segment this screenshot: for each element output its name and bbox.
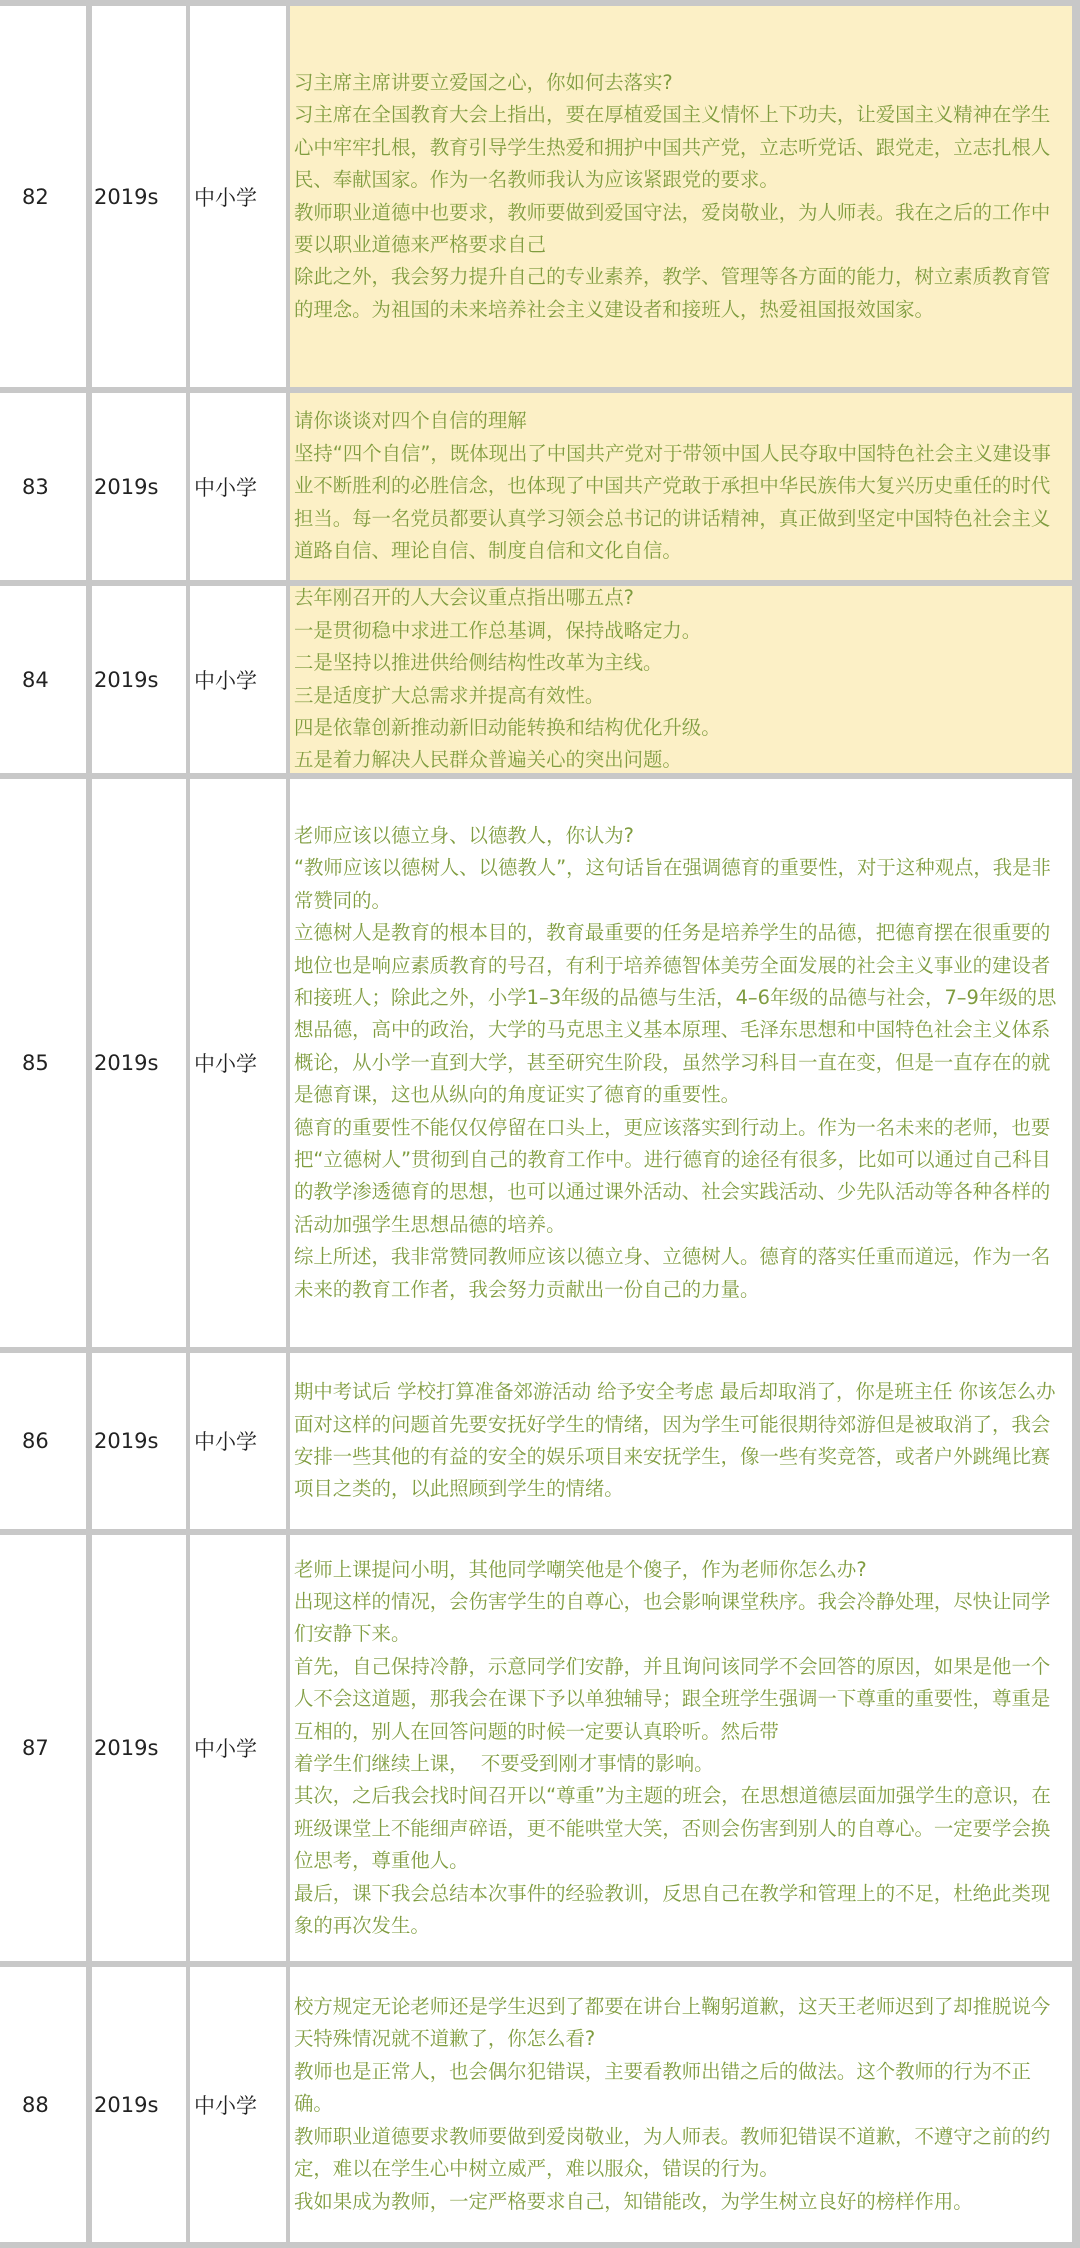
question-number: 82 <box>0 6 86 387</box>
answer-paragraph: 综上所述，我非常赞同教师应该以德立身、立德树人。德育的落实任重而道远，作为一名未来的教育工作者，我会努力贡献出一份自己的力量。 <box>294 1245 1051 1301</box>
table-row <box>0 1353 1080 1529</box>
question-number: 84 <box>0 586 86 773</box>
question-answer-cell <box>290 6 1072 387</box>
answer-paragraph: 立德树人是教育的根本目的，教育最重要的任务是培养学生的品德，把德育摆在很重要的地位也是响应素质教育的号召，有利于培养德智体美劳全面发展的社会主义事业的建设者和接班人；除此之外，小学1–3年级的品德与生活，4–6年级的品德与社会，7–9年级的思想品德，高中的政治，大学的马克思主义基本原理、毛泽东思想和中国特色社会主义体系概论，从小学一直到大学，甚至研究生阶段，虽然学习科目一直在变，但是一直存在的就是德育课，这也从纵向的角度证实了德育的重要性。 <box>294 921 1057 1107</box>
table-row <box>0 6 1080 387</box>
answer-paragraph: 面对这样的问题首先要安抚好学生的情绪，因为学生可能很期待郊游但是被取消了，我会安排一些其他的有益的安全的娱乐项目来安抚学生，像一些有奖竞答，或者户外跳绳比赛项目之类的，以此照顾到学生的情绪。 <box>294 1412 1051 1501</box>
question-number: 86 <box>0 1353 86 1529</box>
answer-paragraph: 四是依靠创新推动新旧动能转换和结构优化升级。 <box>294 715 721 739</box>
table-row <box>0 779 1080 1347</box>
table-row <box>0 1535 1080 1961</box>
answer-paragraph: 教师职业道德中也要求，教师要做到爱国守法，爱岗敬业，为人师表。我在之后的工作中要以职业道德来严格要求自己 <box>294 200 1051 256</box>
answer-paragraph: “教师应该以德树人、以德教人”，这句话旨在强调德育的重要性，对于这种观点，我是非常赞同的。 <box>294 856 1051 912</box>
answer-paragraph: 五是着力解决人民群众普遍关心的突出问题。 <box>294 748 682 772</box>
answer-paragraph: 德育的重要性不能仅仅停留在口头上，更应该落实到行动上。作为一名未来的老师，也要把“立德树人”贯彻到自己的教育工作中。进行德育的途径有很多，比如可以通过自己科目的教学渗透德育的思想，也可以通过课外活动、社会实践活动、少先队活动等各种各样的活动加强学生思想品德的培养。 <box>294 1115 1051 1236</box>
question-answer-cell <box>290 1353 1072 1529</box>
question-number: 83 <box>0 393 86 580</box>
level-cell: 中小学 <box>190 586 286 773</box>
answer-paragraph: 教师也是正常人，也会偶尔犯错误，主要看教师出错之后的做法。这个教师的行为不正确。 <box>294 2059 1031 2116</box>
answer-paragraph: 坚持“四个自信”，既体现出了中国共产党对于带领中国人民夺取中国特色社会主义建设事业不断胜利的必胜信念，也体现了中国共产党敢于承担中华民族伟大复兴历史重任的时代担当。每一名党员都要认真学习领会总书记的讲话精神，真正做到坚定中国特色社会主义道路自信、理论自信、制度自信和文化自信。 <box>294 441 1051 563</box>
answer-paragraph: 除此之外，我会努力提升自己的专业素养，教学、管理等各方面的能力，树立素质教育管的理念。为祖国的未来培养社会主义建设者和接班人，热爱祖国报效国家。 <box>294 265 1051 321</box>
level-cell: 中小学 <box>190 1353 286 1529</box>
year-cell: 2019s <box>92 779 186 1347</box>
question-answer-cell <box>290 779 1072 1347</box>
question-text: 去年刚召开的人大会议重点指出哪五点? <box>294 586 634 610</box>
question-text: 习主席主席讲要立爱国之心，你如何去落实? <box>294 70 673 94</box>
year-cell: 2019s <box>92 1353 186 1529</box>
year-cell: 2019s <box>92 1967 186 2242</box>
question-number: 88 <box>0 1967 86 2242</box>
question-text: 老师上课提问小明，其他同学嘲笑他是个傻子，作为老师你怎么办? <box>294 1557 867 1581</box>
level-cell: 中小学 <box>190 1967 286 2242</box>
answer-paragraph: 一是贯彻稳中求进工作总基调，保持战略定力。 <box>294 618 702 642</box>
table-row <box>0 1967 1080 2242</box>
question-text: 校方规定无论老师还是学生迟到了都要在讲台上鞠躬道歉，这天王老师迟到了却推脱说今天特殊情况就不道歉了，你怎么看? <box>294 1995 1051 2051</box>
answer-paragraph: 三是适度扩大总需求并提高有效性。 <box>294 683 605 707</box>
question-text: 请你谈谈对四个自信的理解 <box>294 409 527 433</box>
level-cell: 中小学 <box>190 1535 286 1961</box>
answer-paragraph: 最后，课下我会总结本次事件的经验教训，反思自己在教学和管理上的不足，杜绝此类现象的再次发生。 <box>294 1881 1051 1938</box>
year-cell: 2019s <box>92 1535 186 1961</box>
question-answer-cell <box>290 1535 1072 1961</box>
question-answer-cell <box>290 586 1072 773</box>
question-number: 85 <box>0 779 86 1347</box>
answer-paragraph: 着学生们继续上课， 不要受到刚才事情的影响。 <box>294 1752 714 1775</box>
question-number: 87 <box>0 1535 86 1961</box>
year-cell: 2019s <box>92 586 186 773</box>
question-text: 期中考试后 学校打算准备郊游活动 给予安全考虑 最后却取消了，你是班主任 你该怎么办 <box>294 1380 1056 1404</box>
answer-paragraph: 首先，自己保持冷静，示意同学们安静，并且询问该同学不会回答的原因，如果是他一个人不会这道题，那我会在课下予以单独辅导；跟全班学生强调一下尊重的重要性，尊重是互相的，别人在回答问题的时候一定要认真聆听。然后带 <box>294 1654 1051 1743</box>
answer-paragraph: 教师职业道德要求教师要做到爱岗敬业，为人师表。教师犯错误不道歉，不遵守之前的约定，难以在学生心中树立威严，难以服众，错误的行为。 <box>294 2124 1051 2181</box>
year-cell: 2019s <box>92 393 186 580</box>
answer-paragraph: 出现这样的情况，会伤害学生的自尊心，也会影响课堂秩序。我会冷静处理，尽快让同学们安静下来。 <box>294 1589 1051 1646</box>
answer-paragraph: 习主席在全国教育大会上指出，要在厚植爱国主义情怀上下功夫，让爱国主义精神在学生心中牢牢扎根，教育引导学生热爱和拥护中国共产党，立志听党话、跟党走，立志扎根人民、奉献国家。作为一名教师我认为应该紧跟党的要求。 <box>294 103 1051 192</box>
year-cell: 2019s <box>92 6 186 387</box>
answer-paragraph: 其次，之后我会找时间召开以“尊重”为主题的班会，在思想道德层面加强学生的意识，在班级课堂上不能细声碎语，更不能哄堂大笑，否则会伤害到别人的自尊心。一定要学会换位思考，尊重他人。 <box>294 1784 1051 1873</box>
table-row <box>0 393 1080 580</box>
question-answer-cell <box>290 393 1072 580</box>
level-cell: 中小学 <box>190 779 286 1347</box>
answer-paragraph: 二是坚持以推进供给侧结构性改革为主线。 <box>294 651 663 675</box>
level-cell: 中小学 <box>190 6 286 387</box>
question-text: 老师应该以德立身、以德教人，你认为? <box>294 823 634 847</box>
level-cell: 中小学 <box>190 393 286 580</box>
answer-paragraph: 我如果成为教师，一定严格要求自己，知错能改，为学生树立良好的榜样作用。 <box>294 2189 973 2213</box>
table-row <box>0 586 1080 773</box>
question-answer-cell <box>290 1967 1072 2242</box>
